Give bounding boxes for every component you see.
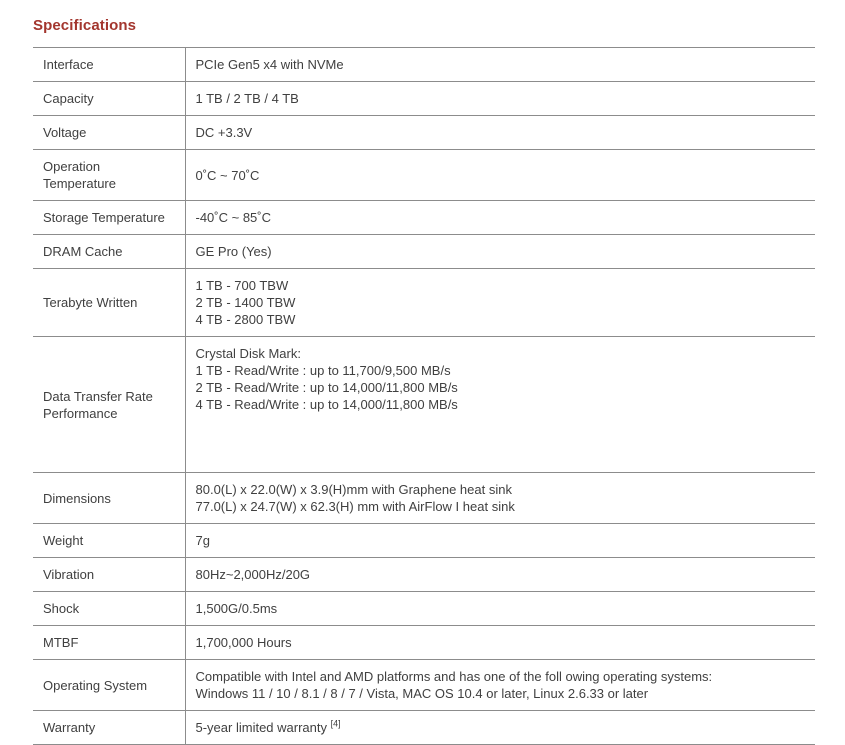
spec-label — [33, 558, 185, 592]
cell-line: GE Pro (Yes) — [195, 244, 272, 259]
spec-label — [33, 524, 185, 558]
spec-label — [33, 82, 185, 116]
cell-line: DC +3.3V — [195, 125, 253, 140]
cell-line: 4 TB - Read/Write : up to 14,000/11,800 MB/s — [195, 397, 458, 412]
cell-line: 2 TB - Read/Write : up to 14,000/11,800 MB/s — [195, 380, 458, 395]
cell-line: 1 TB / 2 TB / 4 TB — [195, 91, 299, 106]
spec-row — [33, 150, 815, 201]
cell-line: 5-year limited warranty [4] — [195, 718, 341, 735]
cell-line: Terabyte Written — [43, 295, 138, 310]
cell-line: Operation — [43, 159, 101, 174]
cell-line: 1 TB - 700 TBW — [195, 278, 289, 293]
cell-line — [196, 430, 806, 447]
spec-label — [33, 235, 185, 269]
spec-row — [33, 235, 815, 269]
specifications-table — [33, 47, 815, 745]
spec-label — [33, 116, 185, 150]
cell-line: PCIe Gen5 x4 with NVMe — [195, 57, 344, 72]
cell-line: 80Hz~2,000Hz/20G — [195, 567, 311, 582]
spec-row — [33, 116, 815, 150]
cell-line: 80.0(L) x 22.0(W) x 3.9(H)mm with Graphene heat sink — [195, 482, 512, 497]
cell-line: Crystal Disk Mark: — [195, 346, 301, 361]
spec-row — [33, 711, 815, 745]
spec-value — [185, 235, 815, 269]
cell-line: MTBF — [43, 635, 79, 650]
cell-line: Warranty — [43, 720, 96, 735]
cell-line: 2 TB - 1400 TBW — [195, 295, 296, 310]
spec-row — [33, 524, 815, 558]
spec-value — [185, 48, 815, 82]
cell-line: 1 TB - Read/Write : up to 11,700/9,500 MB/s — [195, 363, 451, 378]
spec-row — [33, 269, 815, 337]
spec-label — [33, 48, 185, 82]
cell-line: -40˚C ~ 85˚C — [195, 210, 271, 225]
cell-line: 77.0(L) x 24.7(W) x 62.3(H) mm with AirFlow I heat sink — [195, 499, 515, 514]
spec-row — [33, 558, 815, 592]
page-title: Specifications — [33, 17, 137, 34]
spec-value — [185, 660, 815, 711]
spec-value — [185, 558, 815, 592]
cell-line: Windows 11 / 10 / 8.1 / 8 / 7 / Vista, MAC OS 10.4 or later, Linux 2.6.33 or later — [195, 686, 649, 701]
spec-row — [33, 626, 815, 660]
spec-label — [33, 473, 185, 524]
spec-value — [185, 626, 815, 660]
cell-line: Voltage — [43, 125, 87, 140]
cell-line — [196, 447, 806, 464]
spec-row — [33, 82, 815, 116]
cell-line: Compatible with Intel and AMD platforms and has one of the foll owing operating systems: — [195, 669, 713, 684]
spec-value — [185, 150, 815, 201]
spec-label — [33, 201, 185, 235]
cell-line: 1,500G/0.5ms — [195, 601, 278, 616]
cell-line — [196, 413, 806, 430]
spec-value — [185, 116, 815, 150]
spec-label — [33, 337, 185, 473]
cell-line: Weight — [43, 533, 84, 548]
cell-line: Capacity — [43, 91, 94, 106]
spec-value — [185, 592, 815, 626]
cell-line: DRAM Cache — [43, 244, 123, 259]
cell-line: Vibration — [43, 567, 95, 582]
spec-row — [33, 473, 815, 524]
spec-value — [185, 524, 815, 558]
spec-row — [33, 337, 815, 473]
spec-row — [33, 660, 815, 711]
spec-label — [33, 150, 185, 201]
cell-line: 1,700,000 Hours — [195, 635, 292, 650]
spec-row — [33, 201, 815, 235]
spec-value — [185, 337, 815, 473]
spec-value — [185, 711, 815, 745]
spec-label — [33, 711, 185, 745]
cell-line: Operating System — [43, 677, 148, 693]
spec-table-body — [33, 48, 815, 745]
cell-line: Data Transfer Rate — [43, 388, 153, 404]
cell-line: 4 TB - 2800 TBW — [195, 312, 296, 327]
cell-line: Interface — [43, 57, 94, 72]
specifications-section — [33, 47, 815, 745]
cell-line: Storage Temperature — [43, 210, 165, 225]
spec-label — [33, 592, 185, 626]
spec-label — [33, 269, 185, 337]
cell-line: 7g — [195, 533, 210, 548]
spec-row — [33, 592, 815, 626]
cell-line: Shock — [43, 601, 80, 616]
cell-line: Dimensions — [43, 490, 111, 506]
spec-row — [33, 48, 815, 82]
spec-value — [185, 473, 815, 524]
cell-line: Performance — [43, 405, 118, 421]
spec-value — [185, 82, 815, 116]
spec-label — [33, 660, 185, 711]
footnote-ref: [4] — [330, 718, 341, 729]
cell-line: 0˚C ~ 70˚C — [195, 167, 260, 183]
cell-line: Temperature — [43, 176, 116, 191]
spec-value — [185, 201, 815, 235]
spec-value — [185, 269, 815, 337]
spec-label — [33, 626, 185, 660]
